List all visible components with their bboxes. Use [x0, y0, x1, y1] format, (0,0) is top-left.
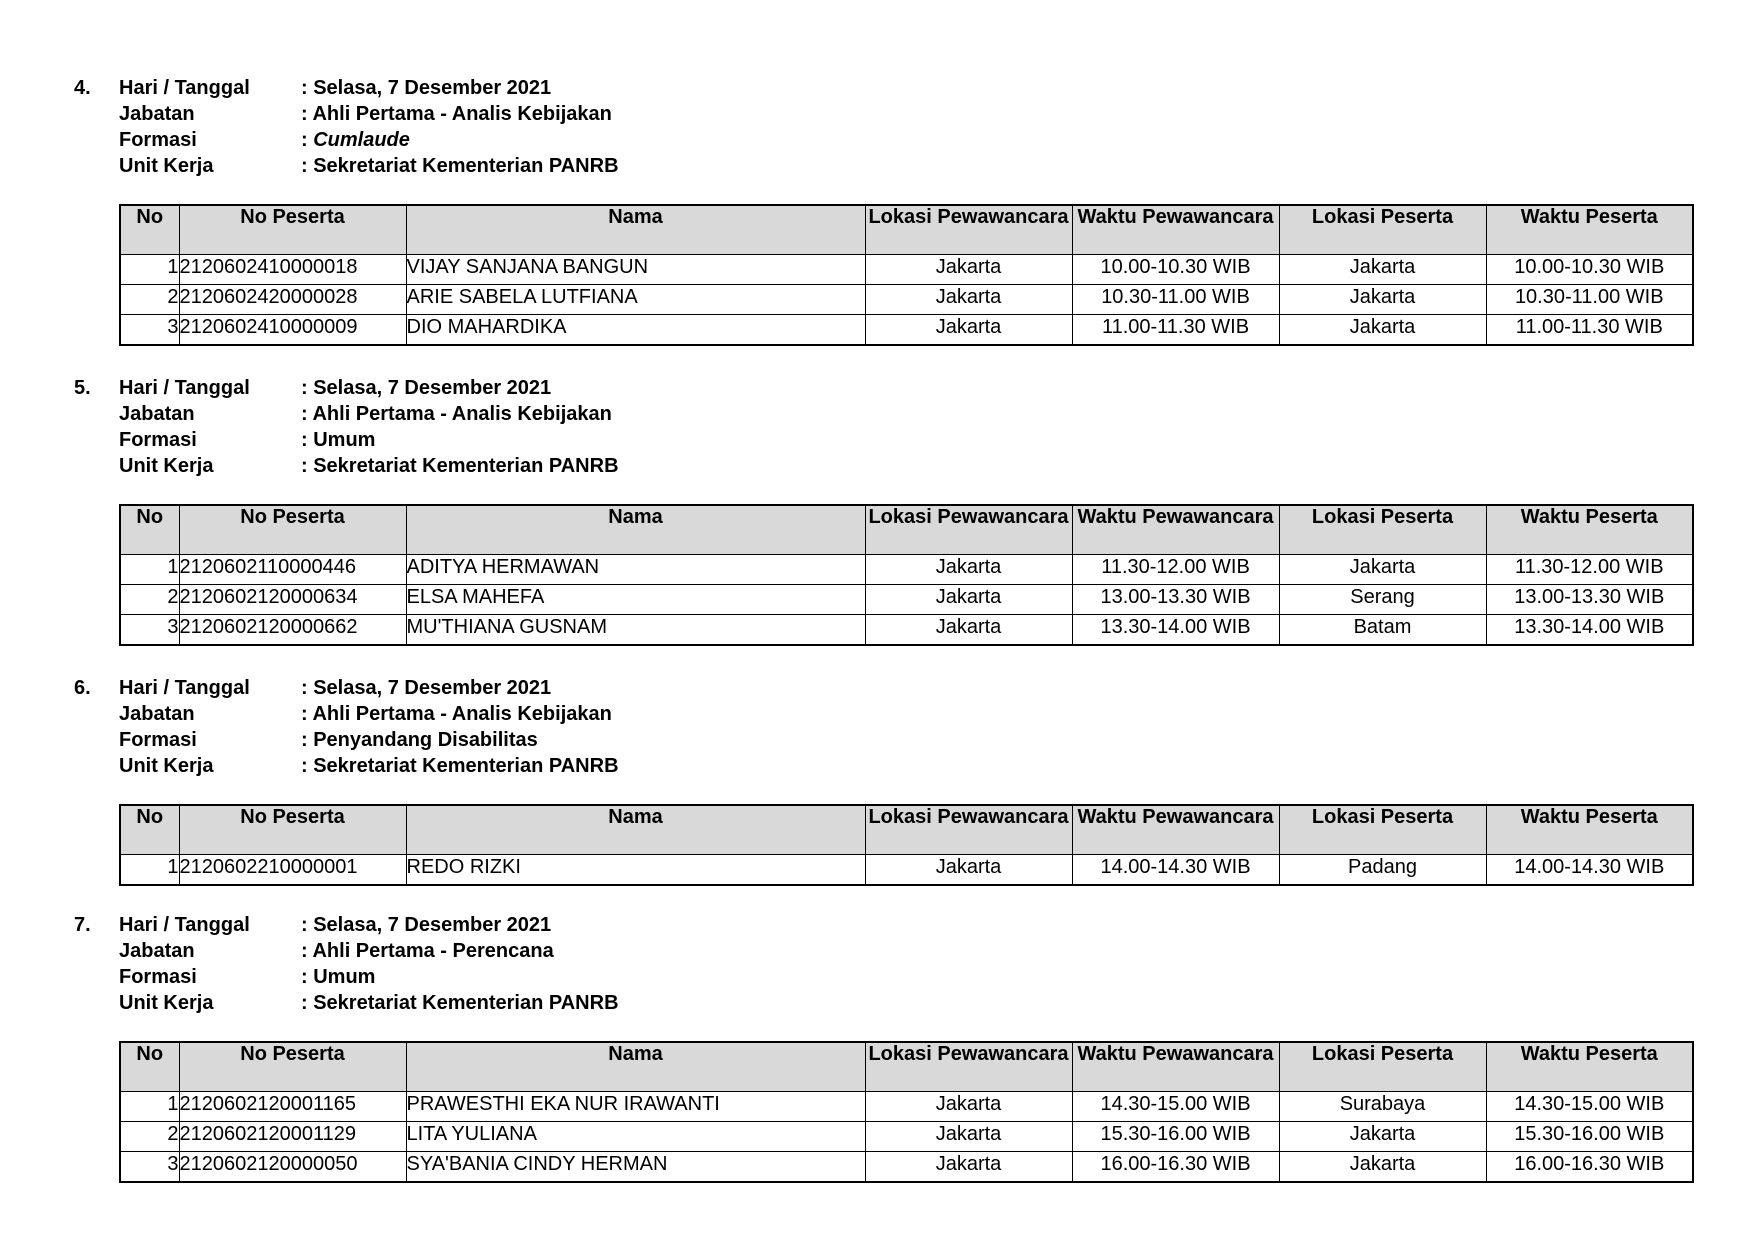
header-col-no-peserta: No Peserta	[179, 1042, 406, 1092]
cell-waktu-peserta: 10.30-11.00 WIB	[1486, 285, 1693, 315]
section-number: 7.	[74, 914, 91, 936]
header-col-no: No	[120, 205, 179, 255]
label-hari: Hari / Tanggal	[119, 77, 250, 99]
header-col-nama: Nama	[406, 505, 865, 555]
header-col-waktu-peserta: Waktu Peserta	[1486, 1042, 1693, 1092]
table-row	[120, 585, 1693, 615]
label-jabatan: Jabatan	[119, 403, 195, 425]
cell-no-peserta: 2120602120000050	[179, 1152, 406, 1183]
table-row	[120, 1152, 1693, 1183]
value-formasi: : Penyandang Disabilitas	[301, 729, 538, 751]
label-unit: Unit Kerja	[119, 455, 214, 477]
header-col-lokasi-peserta: Lokasi Peserta	[1279, 505, 1486, 555]
table-row	[120, 315, 1693, 346]
schedule-table	[119, 204, 1694, 346]
cell-lokasi-peserta: Jakarta	[1279, 285, 1486, 315]
cell-no: 1	[120, 255, 179, 285]
value-formasi-prefix: :	[301, 129, 314, 151]
table-row	[120, 615, 1693, 646]
value-unit: : Sekretariat Kementerian PANRB	[301, 992, 619, 1014]
cell-nama: SYA'BANIA CINDY HERMAN	[406, 1152, 865, 1183]
table-row	[120, 255, 1693, 285]
header-col-lokasi-peserta: Lokasi Peserta	[1279, 205, 1486, 255]
cell-lokasi-peserta: Batam	[1279, 615, 1486, 646]
cell-no-peserta: 2120602120000634	[179, 585, 406, 615]
cell-nama: DIO MAHARDIKA	[406, 315, 865, 346]
header-col-nama: Nama	[406, 1042, 865, 1092]
cell-waktu-pewawancara: 13.00-13.30 WIB	[1072, 585, 1279, 615]
cell-waktu-pewawancara: 13.30-14.00 WIB	[1072, 615, 1279, 646]
cell-lokasi-pewawancara: Jakarta	[865, 555, 1072, 585]
header-col-lokasi-peserta: Lokasi Peserta	[1279, 1042, 1486, 1092]
header-col-waktu-peserta: Waktu Peserta	[1486, 505, 1693, 555]
cell-lokasi-peserta: Jakarta	[1279, 1152, 1486, 1183]
schedule-table	[119, 504, 1694, 646]
value-formasi: Cumlaude	[313, 129, 410, 151]
cell-waktu-peserta: 15.30-16.00 WIB	[1486, 1122, 1693, 1152]
label-unit: Unit Kerja	[119, 155, 214, 177]
label-unit: Unit Kerja	[119, 755, 214, 777]
header-col-waktu-pewawancara: Waktu Pewawancara	[1072, 505, 1279, 555]
header-col-no: No	[120, 805, 179, 855]
value-formasi: : Umum	[301, 966, 376, 988]
header-col-no-peserta: No Peserta	[179, 205, 406, 255]
cell-no: 1	[120, 555, 179, 585]
cell-no-peserta: 2120602120000662	[179, 615, 406, 646]
cell-lokasi-pewawancara: Jakarta	[865, 315, 1072, 346]
label-hari: Hari / Tanggal	[119, 914, 250, 936]
label-formasi: Formasi	[119, 129, 197, 151]
cell-nama: ADITYA HERMAWAN	[406, 555, 865, 585]
cell-no: 1	[120, 855, 179, 886]
table-row	[120, 1122, 1693, 1152]
cell-nama: REDO RIZKI	[406, 855, 865, 886]
cell-waktu-pewawancara: 16.00-16.30 WIB	[1072, 1152, 1279, 1183]
cell-waktu-peserta: 14.00-14.30 WIB	[1486, 855, 1693, 886]
cell-nama: PRAWESTHI EKA NUR IRAWANTI	[406, 1092, 865, 1122]
value-unit: : Sekretariat Kementerian PANRB	[301, 755, 619, 777]
label-hari: Hari / Tanggal	[119, 377, 250, 399]
cell-waktu-peserta: 10.00-10.30 WIB	[1486, 255, 1693, 285]
schedule-table	[119, 1041, 1694, 1183]
cell-lokasi-pewawancara: Jakarta	[865, 1092, 1072, 1122]
header-col-waktu-peserta: Waktu Peserta	[1486, 805, 1693, 855]
header-col-lokasi-pewawancara: Lokasi Pewawancara	[865, 1042, 1072, 1092]
header-col-nama: Nama	[406, 805, 865, 855]
header-col-lokasi-pewawancara: Lokasi Pewawancara	[865, 205, 1072, 255]
cell-waktu-peserta: 16.00-16.30 WIB	[1486, 1152, 1693, 1183]
cell-lokasi-peserta: Surabaya	[1279, 1092, 1486, 1122]
cell-no-peserta: 2120602410000009	[179, 315, 406, 346]
label-hari: Hari / Tanggal	[119, 677, 250, 699]
value-hari: : Selasa, 7 Desember 2021	[301, 914, 552, 936]
table-header-row	[120, 205, 1693, 255]
value-jabatan: : Ahli Pertama - Analis Kebijakan	[301, 703, 612, 725]
value-jabatan: : Ahli Pertama - Analis Kebijakan	[301, 403, 612, 425]
cell-waktu-peserta: 11.00-11.30 WIB	[1486, 315, 1693, 346]
cell-lokasi-peserta: Jakarta	[1279, 255, 1486, 285]
cell-waktu-peserta: 11.30-12.00 WIB	[1486, 555, 1693, 585]
header-col-waktu-peserta: Waktu Peserta	[1486, 205, 1693, 255]
label-formasi: Formasi	[119, 429, 197, 451]
cell-no: 2	[120, 585, 179, 615]
table-row	[120, 1092, 1693, 1122]
value-jabatan: : Ahli Pertama - Analis Kebijakan	[301, 103, 612, 125]
cell-lokasi-peserta: Serang	[1279, 585, 1486, 615]
section-number: 5.	[74, 377, 91, 399]
table-header-row	[120, 1042, 1693, 1092]
cell-nama: ELSA MAHEFA	[406, 585, 865, 615]
header-col-nama: Nama	[406, 205, 865, 255]
label-jabatan: Jabatan	[119, 703, 195, 725]
header-col-waktu-pewawancara: Waktu Pewawancara	[1072, 1042, 1279, 1092]
header-col-waktu-pewawancara: Waktu Pewawancara	[1072, 205, 1279, 255]
cell-no: 3	[120, 315, 179, 346]
cell-waktu-pewawancara: 11.00-11.30 WIB	[1072, 315, 1279, 346]
cell-no-peserta: 2120602410000018	[179, 255, 406, 285]
cell-lokasi-peserta: Jakarta	[1279, 315, 1486, 346]
header-col-lokasi-pewawancara: Lokasi Pewawancara	[865, 505, 1072, 555]
section-meta	[119, 75, 619, 179]
cell-waktu-peserta: 13.30-14.00 WIB	[1486, 615, 1693, 646]
cell-no-peserta: 2120602420000028	[179, 285, 406, 315]
value-hari: : Selasa, 7 Desember 2021	[301, 77, 552, 99]
schedule-table	[119, 804, 1694, 886]
value-hari: : Selasa, 7 Desember 2021	[301, 377, 552, 399]
cell-no-peserta: 2120602110000446	[179, 555, 406, 585]
value-jabatan: : Ahli Pertama - Perencana	[301, 940, 554, 962]
table-row	[120, 285, 1693, 315]
cell-waktu-pewawancara: 10.30-11.00 WIB	[1072, 285, 1279, 315]
value-formasi: : Umum	[301, 429, 376, 451]
header-col-no: No	[120, 505, 179, 555]
cell-lokasi-pewawancara: Jakarta	[865, 855, 1072, 886]
cell-no-peserta: 2120602210000001	[179, 855, 406, 886]
header-col-no-peserta: No Peserta	[179, 505, 406, 555]
cell-waktu-pewawancara: 15.30-16.00 WIB	[1072, 1122, 1279, 1152]
cell-lokasi-peserta: Padang	[1279, 855, 1486, 886]
cell-no: 3	[120, 615, 179, 646]
cell-waktu-peserta: 13.00-13.30 WIB	[1486, 585, 1693, 615]
header-col-waktu-pewawancara: Waktu Pewawancara	[1072, 805, 1279, 855]
cell-lokasi-peserta: Jakarta	[1279, 555, 1486, 585]
cell-lokasi-pewawancara: Jakarta	[865, 1152, 1072, 1183]
label-jabatan: Jabatan	[119, 103, 195, 125]
label-jabatan: Jabatan	[119, 940, 195, 962]
label-formasi: Formasi	[119, 966, 197, 988]
value-unit: : Sekretariat Kementerian PANRB	[301, 455, 619, 477]
cell-nama: ARIE SABELA LUTFIANA	[406, 285, 865, 315]
cell-waktu-pewawancara: 11.30-12.00 WIB	[1072, 555, 1279, 585]
cell-lokasi-pewawancara: Jakarta	[865, 285, 1072, 315]
section-meta	[119, 912, 619, 1016]
header-col-no: No	[120, 1042, 179, 1092]
header-col-no-peserta: No Peserta	[179, 805, 406, 855]
value-unit: : Sekretariat Kementerian PANRB	[301, 155, 619, 177]
section-meta	[119, 375, 619, 479]
label-formasi: Formasi	[119, 729, 197, 751]
cell-waktu-pewawancara: 10.00-10.30 WIB	[1072, 255, 1279, 285]
header-col-lokasi-pewawancara: Lokasi Pewawancara	[865, 805, 1072, 855]
section-number: 4.	[74, 77, 91, 99]
cell-no: 3	[120, 1152, 179, 1183]
cell-lokasi-pewawancara: Jakarta	[865, 615, 1072, 646]
cell-no-peserta: 2120602120001165	[179, 1092, 406, 1122]
label-unit: Unit Kerja	[119, 992, 214, 1014]
cell-nama: VIJAY SANJANA BANGUN	[406, 255, 865, 285]
table-header-row	[120, 805, 1693, 855]
header-col-lokasi-peserta: Lokasi Peserta	[1279, 805, 1486, 855]
cell-no-peserta: 2120602120001129	[179, 1122, 406, 1152]
table-header-row	[120, 505, 1693, 555]
cell-nama: MU'THIANA GUSNAM	[406, 615, 865, 646]
section-meta	[119, 675, 619, 779]
table-row	[120, 855, 1693, 886]
section-number: 6.	[74, 677, 91, 699]
cell-lokasi-pewawancara: Jakarta	[865, 1122, 1072, 1152]
cell-lokasi-peserta: Jakarta	[1279, 1122, 1486, 1152]
cell-waktu-peserta: 14.30-15.00 WIB	[1486, 1092, 1693, 1122]
cell-waktu-pewawancara: 14.00-14.30 WIB	[1072, 855, 1279, 886]
cell-waktu-pewawancara: 14.30-15.00 WIB	[1072, 1092, 1279, 1122]
cell-no: 2	[120, 285, 179, 315]
cell-no: 2	[120, 1122, 179, 1152]
cell-lokasi-pewawancara: Jakarta	[865, 585, 1072, 615]
cell-lokasi-pewawancara: Jakarta	[865, 255, 1072, 285]
cell-nama: LITA YULIANA	[406, 1122, 865, 1152]
value-hari: : Selasa, 7 Desember 2021	[301, 677, 552, 699]
table-row	[120, 555, 1693, 585]
cell-no: 1	[120, 1092, 179, 1122]
